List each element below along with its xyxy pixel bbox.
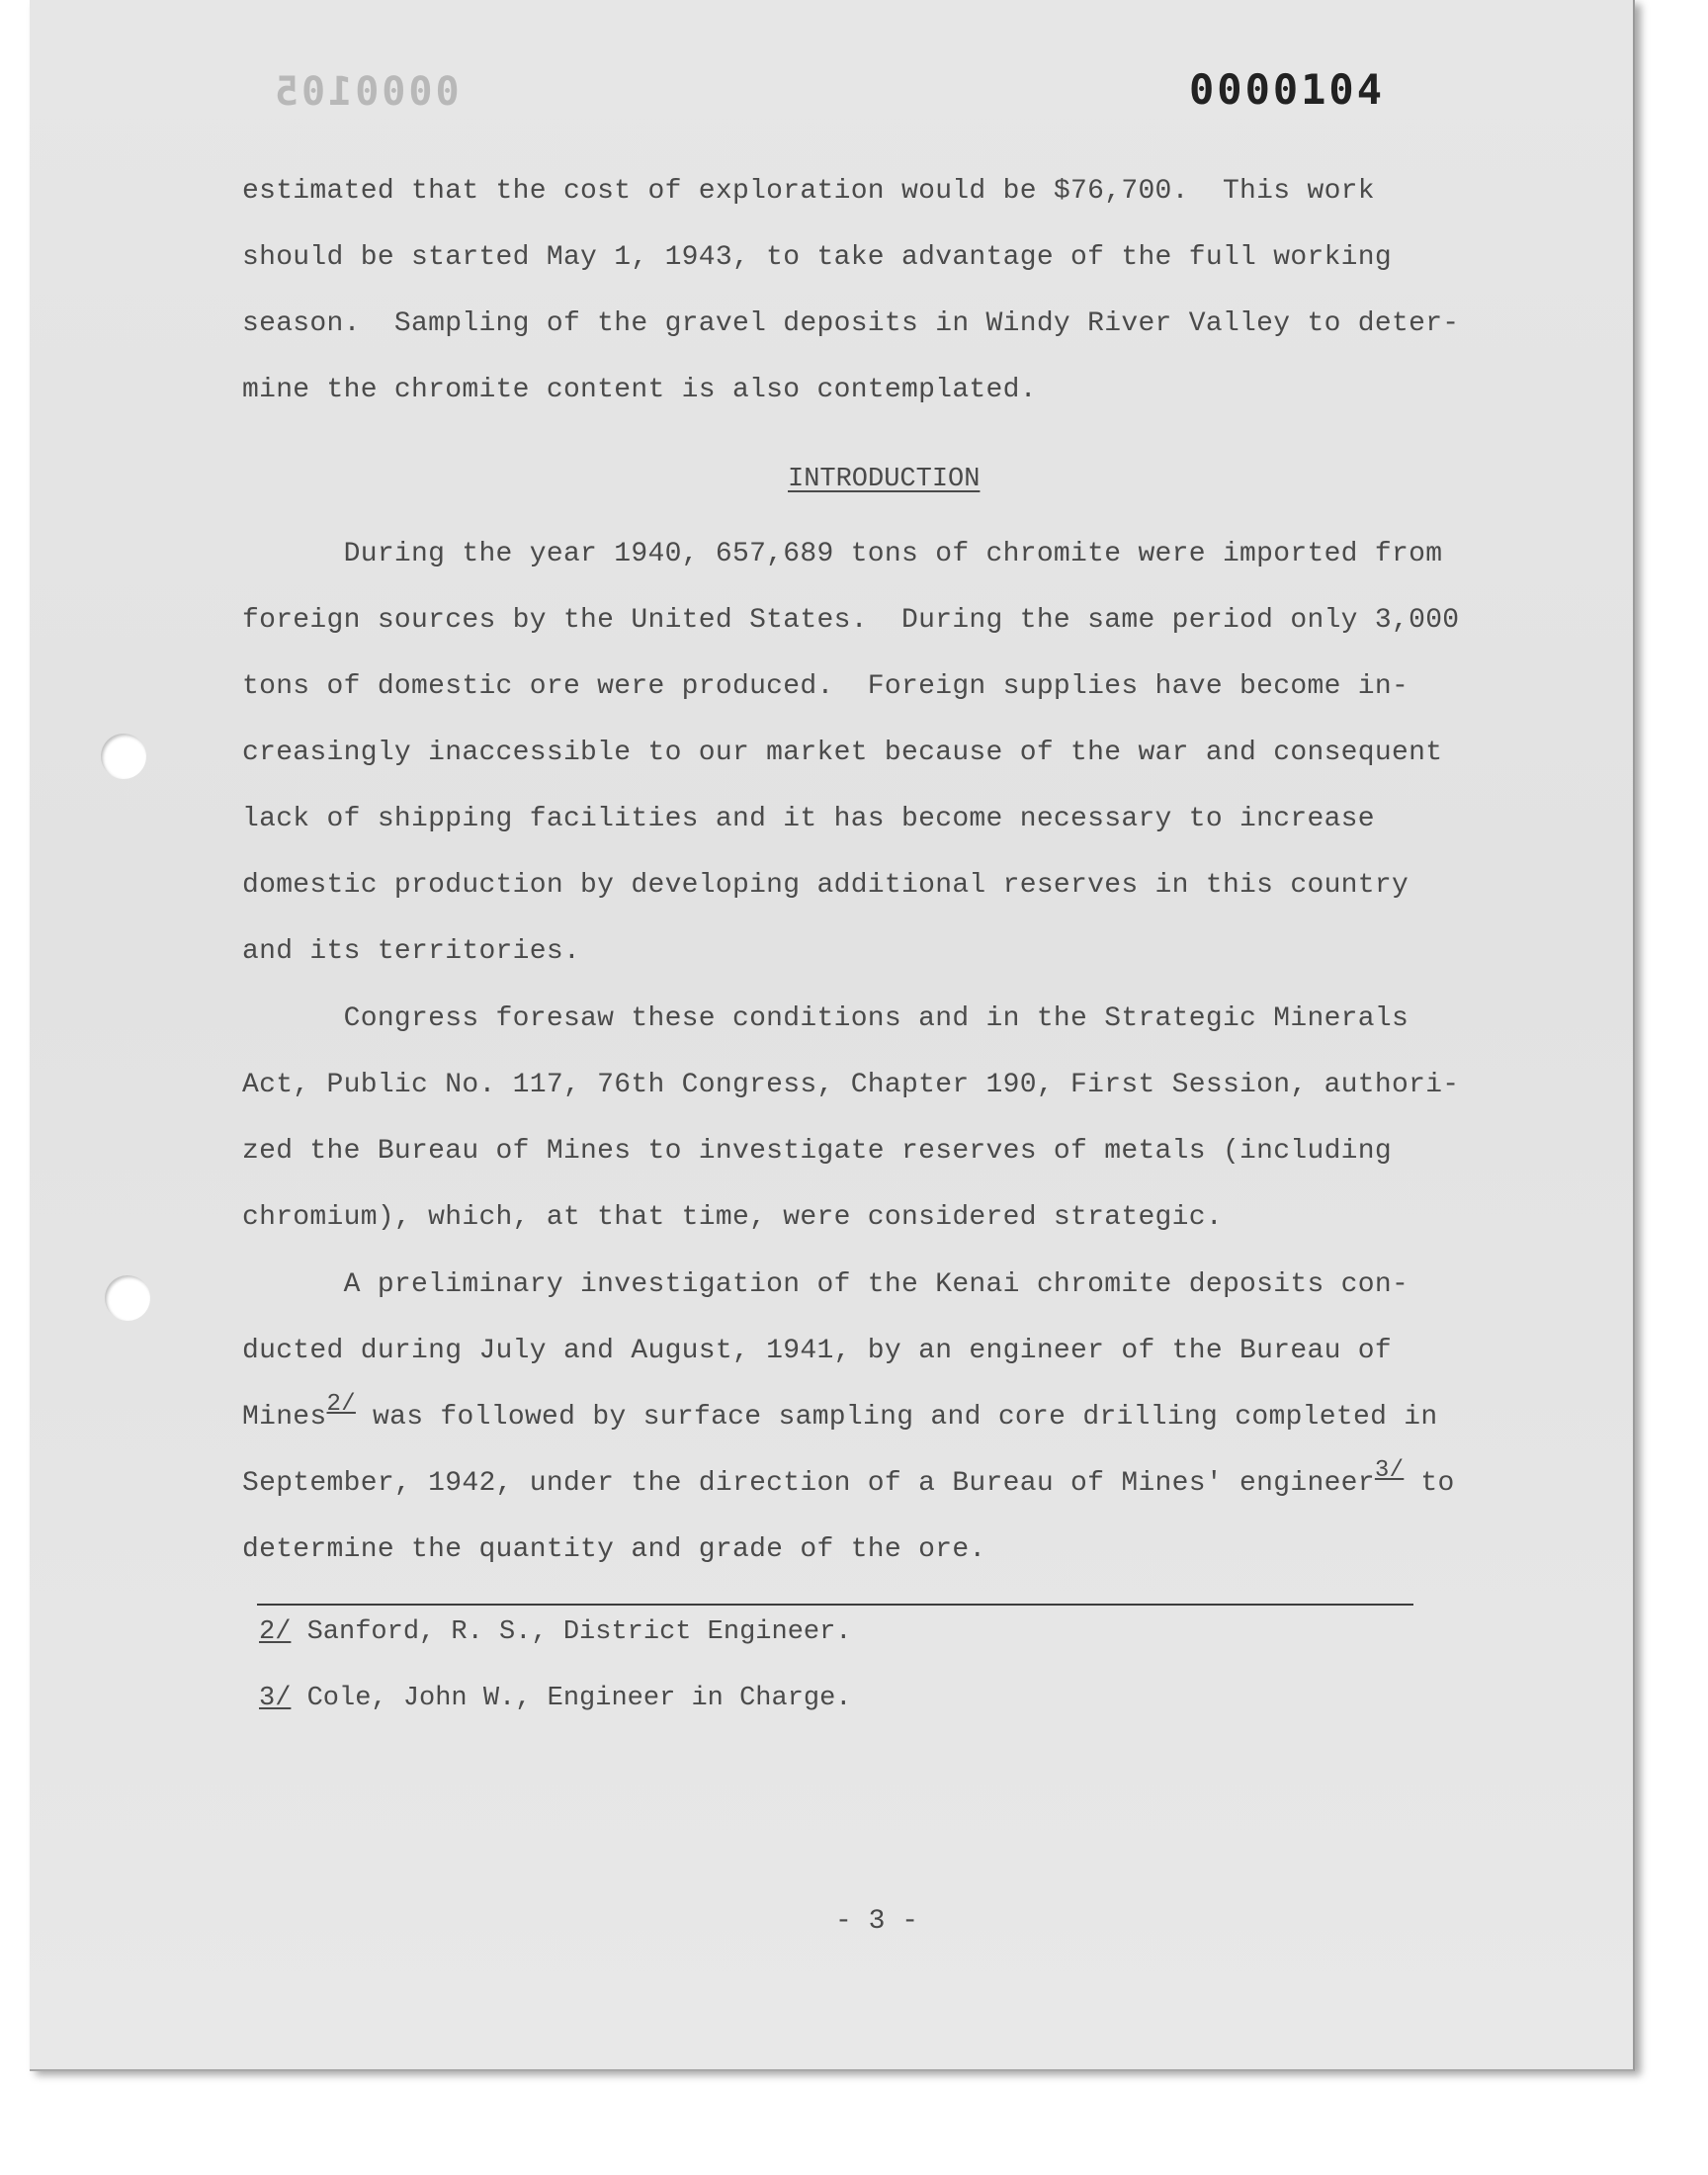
text-fragment: to	[1404, 1468, 1455, 1499]
text-line: zed the Bureau of Mines to investigate reserves of metals (including	[242, 1136, 1392, 1167]
text-line: should be started May 1, 1943, to take advantage of the full working	[242, 242, 1392, 273]
text-fragment: September, 1942, under the direction of a Bureau of Mines' engineer	[242, 1468, 1375, 1499]
section-heading: INTRODUCTION	[788, 465, 981, 494]
punch-hole	[105, 1275, 150, 1321]
text-line: season. Sampling of the gravel deposits in Windy River Valley to deter-	[242, 308, 1460, 339]
footnote-reference: 3/	[1374, 1457, 1405, 1484]
text-line: determine the quantity and grade of the ore.	[242, 1534, 986, 1565]
footnote-text: Sanford, R. S., District Engineer.	[291, 1617, 852, 1647]
text-line: and its territories.	[242, 936, 581, 967]
footnote-divider	[257, 1604, 1413, 1606]
text-line: estimated that the cost of exploration would be $76,700. This work	[242, 176, 1375, 207]
text-fragment: Mines	[242, 1402, 327, 1433]
text-line	[242, 1391, 1438, 1433]
page-number: - 3 -	[835, 1906, 919, 1937]
footnote	[259, 1684, 852, 1713]
text-line: creasingly inaccessible to our market because of the war and consequent	[242, 738, 1443, 768]
text-line: Congress foresaw these conditions and in the Strategic Minerals	[242, 1003, 1409, 1034]
mirrored-stamp-number: 0000105	[272, 69, 460, 115]
footnote-reference: 2/	[326, 1391, 356, 1418]
text-line: mine the chromite content is also contemplated.	[242, 375, 1037, 405]
text-line	[242, 1457, 1455, 1499]
footnote	[259, 1617, 852, 1647]
text-line: tons of domestic ore were produced. Foreign supplies have become in-	[242, 671, 1409, 702]
text-line: lack of shipping facilities and it has become necessary to increase	[242, 804, 1375, 834]
stamp-number: 0000104	[1189, 65, 1386, 114]
punch-hole	[101, 734, 146, 779]
text-fragment: was followed by surface sampling and core drilling completed in	[355, 1402, 1438, 1433]
text-line: ducted during July and August, 1941, by an engineer of the Bureau of	[242, 1336, 1392, 1366]
text-line: During the year 1940, 657,689 tons of chromite were imported from	[242, 539, 1443, 569]
footnote-mark: 2/	[259, 1617, 292, 1647]
text-line: domestic production by developing additional reserves in this country	[242, 870, 1409, 901]
footnote-mark: 3/	[259, 1684, 292, 1713]
footnote-text: Cole, John W., Engineer in Charge.	[291, 1684, 852, 1713]
text-line: foreign sources by the United States. During the same period only 3,000	[242, 605, 1460, 636]
text-line: chromium), which, at that time, were considered strategic.	[242, 1202, 1223, 1233]
text-line: Act, Public No. 117, 76th Congress, Chapter 190, First Session, authori-	[242, 1070, 1460, 1100]
text-line: A preliminary investigation of the Kenai chromite deposits con-	[242, 1269, 1409, 1300]
